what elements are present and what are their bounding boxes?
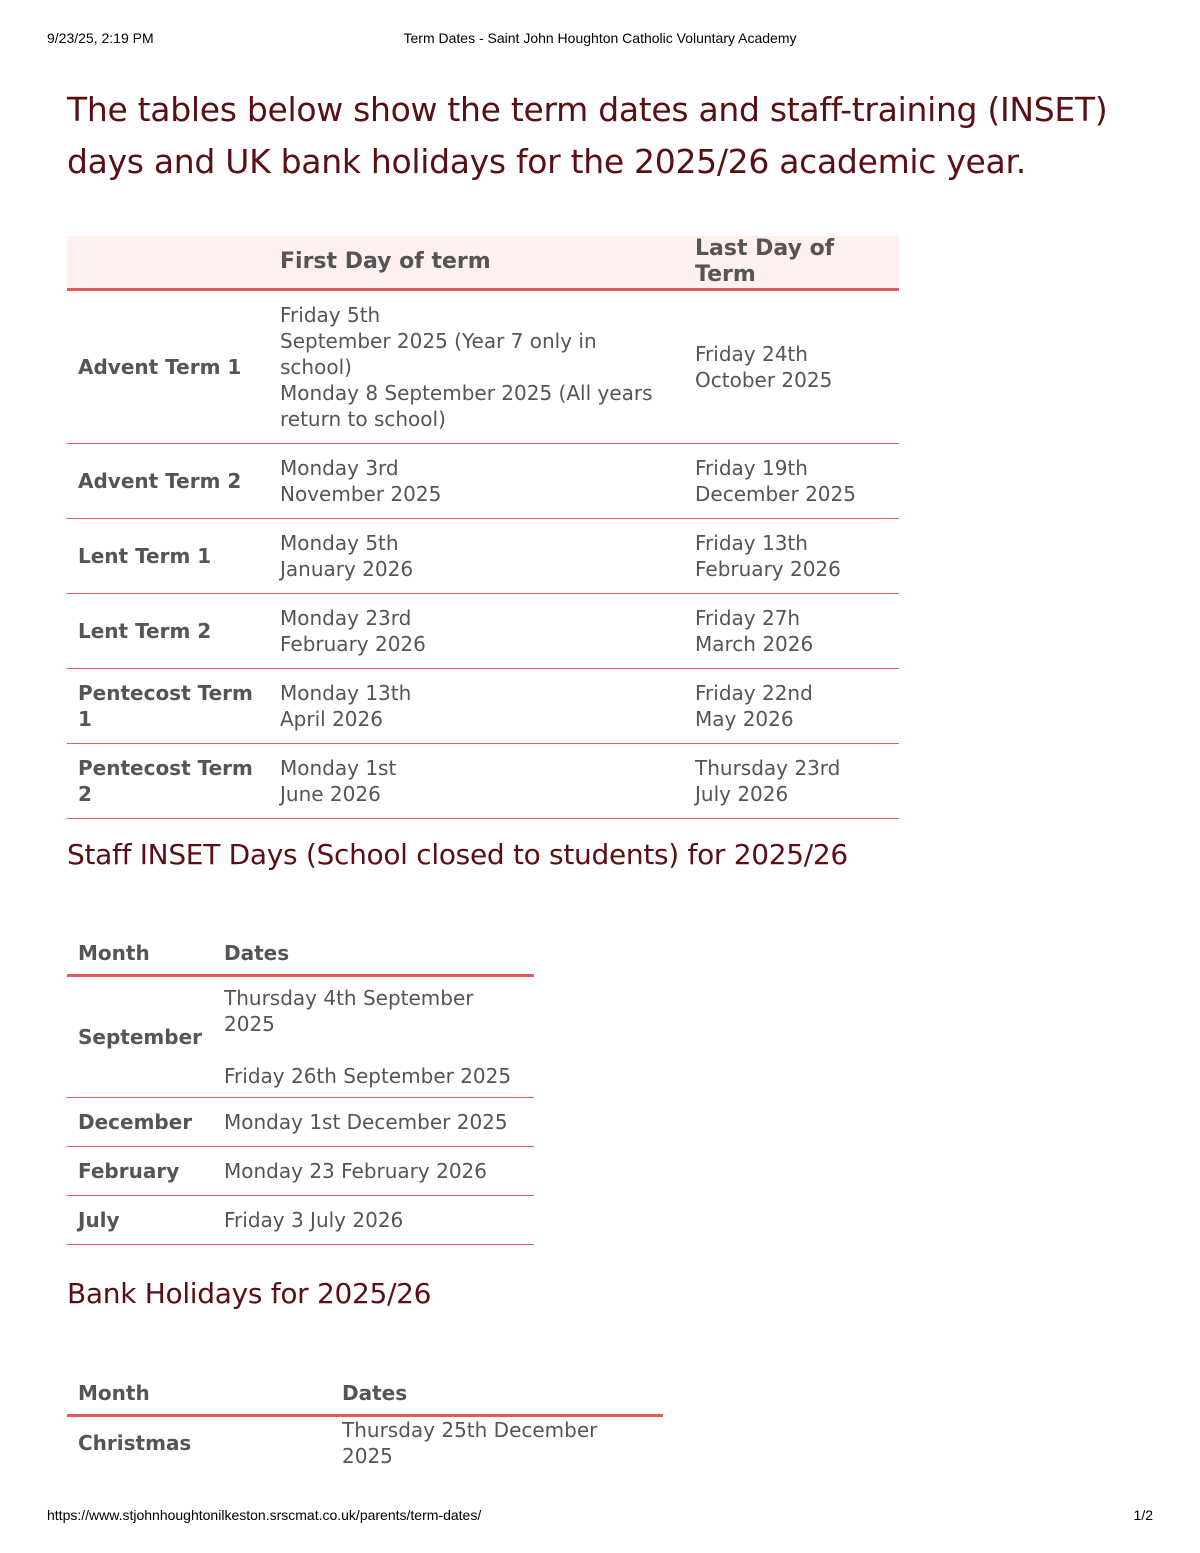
last-day-cell xyxy=(684,290,899,444)
month-column-header: Month xyxy=(67,932,213,976)
first-day-cell xyxy=(269,669,684,744)
first-day-line: September 2025 (Year 7 only in school) xyxy=(280,329,597,379)
page-number: 1/2 xyxy=(1133,1507,1153,1523)
print-page-title: Term Dates - Saint John Houghton Catholic Voluntary Academy xyxy=(403,30,797,46)
dates-cell: Friday 3 July 2026 xyxy=(213,1196,534,1245)
month-cell: July xyxy=(67,1196,213,1245)
term-name: Lent Term 1 xyxy=(67,519,269,594)
table-row xyxy=(67,1098,534,1147)
last-day-column-header: Last Day of Term xyxy=(684,236,899,290)
last-day-cell xyxy=(684,594,899,669)
first-day-column-header: First Day of term xyxy=(269,236,684,290)
month-cell: Christmas xyxy=(78,1431,192,1455)
term-name: Lent Term 2 xyxy=(67,594,269,669)
date-entry: Thursday 4th September 2025 xyxy=(224,986,474,1036)
first-day-line: Monday 23rd xyxy=(280,606,412,630)
table-header-row xyxy=(67,932,534,976)
first-day-line: June 2026 xyxy=(280,782,381,806)
inset-days-heading: Staff INSET Days (School closed to students) for 2025/26 xyxy=(67,838,848,871)
first-day-line: Monday 3rd xyxy=(280,456,399,480)
table-row xyxy=(67,976,534,1098)
table-row xyxy=(67,744,899,819)
first-day-line: Monday 13th xyxy=(280,681,412,705)
term-column-header xyxy=(67,236,269,290)
inset-days-table xyxy=(67,932,534,1245)
last-day-cell xyxy=(684,669,899,744)
term-name: Pentecost Term 2 xyxy=(67,744,269,819)
last-day-line: July 2026 xyxy=(695,782,789,806)
first-day-line: Monday 5th xyxy=(280,531,399,555)
first-day-cell xyxy=(269,444,684,519)
term-dates-table xyxy=(67,236,899,819)
page-url: https://www.stjohnhoughtonilkeston.srscmat.co.uk/parents/term-dates/ xyxy=(47,1507,482,1523)
first-day-line: January 2026 xyxy=(280,557,414,581)
dates-column-header: Dates xyxy=(213,932,534,976)
first-day-line: Friday 5th xyxy=(280,303,381,327)
print-footer xyxy=(47,1507,1153,1527)
table-header-row xyxy=(67,1372,663,1416)
last-day-line: Friday 13th xyxy=(695,531,808,555)
last-day-cell xyxy=(684,744,899,819)
last-day-cell xyxy=(684,444,899,519)
table-row xyxy=(67,519,899,594)
table-row xyxy=(67,669,899,744)
first-day-cell xyxy=(269,519,684,594)
first-day-line: February 2026 xyxy=(280,632,426,656)
last-day-line: December 2025 xyxy=(695,482,856,506)
first-day-cell xyxy=(269,594,684,669)
last-day-line: Friday 19th xyxy=(695,456,808,480)
table-row xyxy=(67,1147,534,1196)
last-day-line: October 2025 xyxy=(695,368,833,392)
intro-heading: The tables below show the term dates and staff-training (INSET) days and UK bank holidays for the 2025/26 academic year. xyxy=(67,90,1108,181)
term-name: Pentecost Term 1 xyxy=(67,669,269,744)
last-day-line: Thursday 23rd xyxy=(695,756,841,780)
first-day-cell xyxy=(269,290,684,444)
last-day-line: Friday 22nd xyxy=(695,681,813,705)
last-day-line: Friday 24th xyxy=(695,342,808,366)
first-day-cell xyxy=(269,744,684,819)
last-day-line: February 2026 xyxy=(695,557,841,581)
table-row xyxy=(67,1416,663,1470)
first-day-line: Monday 1st xyxy=(280,756,397,780)
table-header-row xyxy=(67,236,899,290)
bank-holidays-heading: Bank Holidays for 2025/26 xyxy=(67,1277,432,1310)
table-row xyxy=(67,444,899,519)
last-day-cell xyxy=(684,519,899,594)
month-cell: February xyxy=(67,1147,213,1196)
first-day-line: November 2025 xyxy=(280,482,442,506)
term-name: Advent Term 2 xyxy=(67,444,269,519)
bank-holidays-table xyxy=(67,1372,663,1469)
term-name: Advent Term 1 xyxy=(67,290,269,444)
month-cell: December xyxy=(67,1098,213,1147)
table-row xyxy=(67,1196,534,1245)
date-entry: Friday 26th September 2025 xyxy=(224,1064,512,1088)
dates-cell: Monday 23 February 2026 xyxy=(213,1147,534,1196)
print-date: 9/23/25, 2:19 PM xyxy=(47,30,154,46)
last-day-line: March 2026 xyxy=(695,632,814,656)
first-day-line: Monday 8 September 2025 (All years xyxy=(280,381,653,405)
dates-cell xyxy=(213,976,534,1098)
table-row xyxy=(67,290,899,444)
last-day-line: May 2026 xyxy=(695,707,794,731)
dates-column-header: Dates xyxy=(331,1372,663,1416)
dates-cell: Monday 1st December 2025 xyxy=(213,1098,534,1147)
month-cell: September xyxy=(67,976,213,1098)
last-day-line: Friday 27h xyxy=(695,606,801,630)
first-day-line: April 2026 xyxy=(280,707,383,731)
month-column-header: Month xyxy=(67,1372,331,1416)
print-header xyxy=(47,30,1153,50)
dates-cell: Thursday 25th December 2025 xyxy=(342,1418,598,1468)
table-row xyxy=(67,594,899,669)
main-content xyxy=(67,84,1147,1468)
first-day-line: return to school) xyxy=(280,407,446,431)
